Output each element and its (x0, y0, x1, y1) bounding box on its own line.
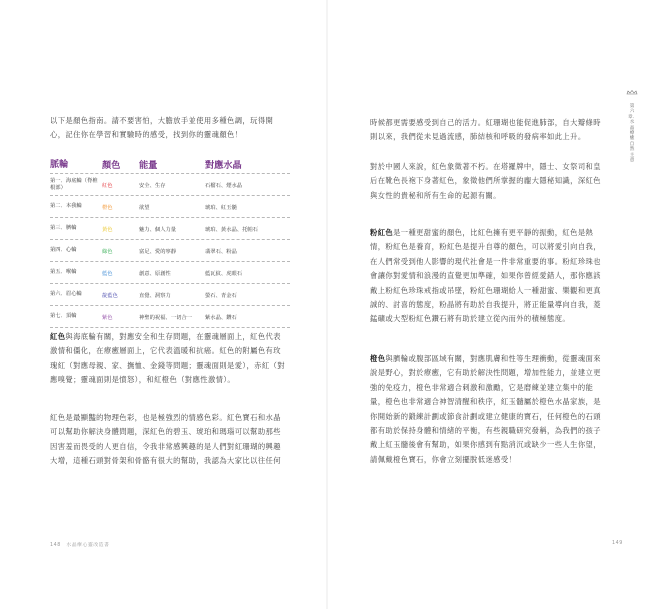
energy-cell: 魅力、個人力量 (139, 226, 177, 233)
color-cell: 橙色 (102, 204, 113, 211)
energy-cell: 神聖的祝福、一切合一 (139, 314, 192, 321)
chakra-cell: 第七．頂輪 (50, 313, 77, 319)
chakra-cell: 第六．眉心輪 (50, 291, 82, 297)
right-footer: 149 (612, 541, 623, 546)
chakra-cell: 第三．臍輪 (50, 225, 77, 231)
chakra-table (50, 155, 290, 328)
header-energy: 能量 (139, 160, 158, 171)
chakra-cell: 第二．本我輪 (50, 203, 82, 209)
energy-cell: 欲望 (139, 204, 150, 211)
color-cell: 紫色 (102, 314, 113, 321)
crown-icon (626, 90, 638, 95)
color-cell: 黃色 (102, 226, 113, 233)
crystal-cell: 翡翠石、粉晶 (205, 248, 237, 255)
color-cell: 綠色 (102, 248, 113, 255)
red-crystals-paragraph: 紅色是最顯豔的物理色彩，也是極強烈的情感色彩。紅色寶石和水晶可以幫助你解決身體問題，深紅色的碧玉、琥珀和瑪瑙可以幫助那些因害羞而畏受的人更自信，令我非常感興趣的是人們對紅珊瑚的興趣大增，這種石頭對骨架和骨骼有很大的幫助，我認為大家比以往任何 (50, 413, 281, 466)
red-paragraph (50, 330, 285, 388)
intro-paragraph: 以下是顏色指南。請不要害怕，大膽放手並使用多種色調，玩得開心，記住你在學習和實驗時的感受，找到你的靈魂顏色！ (50, 116, 274, 140)
crystal-cell: 石榴石、煙水晶 (205, 182, 243, 189)
crystal-cell: 琥珀、黃水晶、托帕石 (205, 226, 258, 233)
energy-cell: 創意、原創性 (139, 270, 171, 277)
color-cell: 藍色 (102, 270, 113, 277)
table-row (50, 217, 290, 239)
energy-cell: 富足、愛的寧靜 (139, 248, 177, 255)
header-color: 顏色 (102, 160, 121, 171)
pink-paragraph (370, 226, 608, 327)
chakra-cell: 第五．喉輪 (50, 269, 77, 275)
energy-cell: 安全、生存 (139, 182, 166, 189)
chakra-cell: 第一．海底輪（脊椎根部） (50, 177, 98, 191)
header-crystal: 對應水晶 (205, 160, 242, 171)
pink-text: 是一種更甜蜜的顏色，比紅色擁有更平靜的振動，紅色是熱情，粉紅色是養育，粉紅色是提升自尊的顏色，可以將愛引向自我，在人們常受到他人影響的現代社會是一件非常重要的事。粉紅珍珠也會讓你對愛情和浪漫的直覺更加準確，如果你曾經愛錯人，那你應該戴上粉紅色珍珠戒指或吊墜，粉紅色珊瑚給人一種甜蜜、樂觀和更真誠的、討喜的態度，粉晶將有助於自我提升，將正能量導向自我，菱錳礦或大型粉紅色鑽石將有助於建立從內而外的積極態度。 (370, 228, 601, 324)
pink-lead: 粉紅色 (370, 228, 394, 237)
right-paragraph-1: 時候都更需要感受到自己的活力。紅珊瑚也能促進肺部，自大瓣條時則以來，我們從未見過流感，肺結核和呼吸的發病率如此上升。 (370, 118, 601, 142)
red-lead: 紅色 (50, 332, 66, 341)
orange-lead: 橙色 (370, 354, 386, 363)
energy-cell: 直覺、洞察力 (139, 292, 171, 299)
table-row (50, 305, 290, 328)
red-text: 與海底輪有關，對應安全和生存問題，在靈魂層面上，紅色代表激情和僵化，在療癒層面上，它代表溫暖和抗癌。紅色的附屬色有玫瑰紅（對應母親、家、撫恤、金錢等問題；靈魂面則是愛），赤紅（對應嗅覺；靈魂面則是憤怒），和紅橙色（對應性激情）。 (50, 332, 285, 385)
side-chapter-title: 第六章．水晶療癒自然主意 (628, 104, 638, 164)
right-paragraph-2: 對於中國人來說，紅色象徵著不朽。在塔羅牌中，隱士、女祭司和皇后在靴色長袍下身著紅色，象徵他們所掌握的龐大隱秘知識，深紅色與女性的貴秘和所有生命的起源有關。 (370, 162, 601, 200)
table-row (50, 173, 290, 195)
table-row (50, 261, 290, 283)
left-footer: 148 水晶療心靈改造書 (50, 543, 110, 548)
chakra-cell: 第四．心輪 (50, 247, 77, 253)
color-cell: 紅色 (102, 182, 113, 189)
left-page (0, 0, 327, 609)
table-row (50, 195, 290, 217)
header-chakra: 脈輪 (50, 158, 69, 170)
orange-text: 與臍輪或腹部區域有關，對應肌膚和性等生理衝動，從靈魂面來說是野心，對於療癒，它有助於解決性問題，增加性能力，並建立更強的免疫力，橙色非常適合刺激和激勵，它是磨練並建立集中的能量，橙色也非常適合神智清醒和秩序，紅玉髓屬於橙色水晶家族，是你開始新的鍛練計劃或節食計劃或建立健康的寶石，任何橙色的石頭都有助於保持身體和情緒的平衡，有些親職研究發稱，為我們的孩子戴上紅玉髓後會有幫助，如果你感到有點消沉或缺少一些人生你望，請佩戴橙色寶石，你會立刻擺脫低迷感受！ (370, 354, 601, 464)
crystal-cell: 螢石、青金石 (205, 292, 237, 299)
crystal-cell: 紫水晶、鑽石 (205, 314, 237, 321)
crystal-cell: 藍瓦紋、虎眼石 (205, 270, 243, 277)
crystal-cell: 琥珀、紅玉髓 (205, 204, 237, 211)
table-row (50, 283, 290, 305)
table-header (50, 155, 290, 173)
color-cell: 靛藍色 (102, 292, 118, 299)
orange-paragraph (370, 352, 608, 467)
table-row (50, 239, 290, 261)
